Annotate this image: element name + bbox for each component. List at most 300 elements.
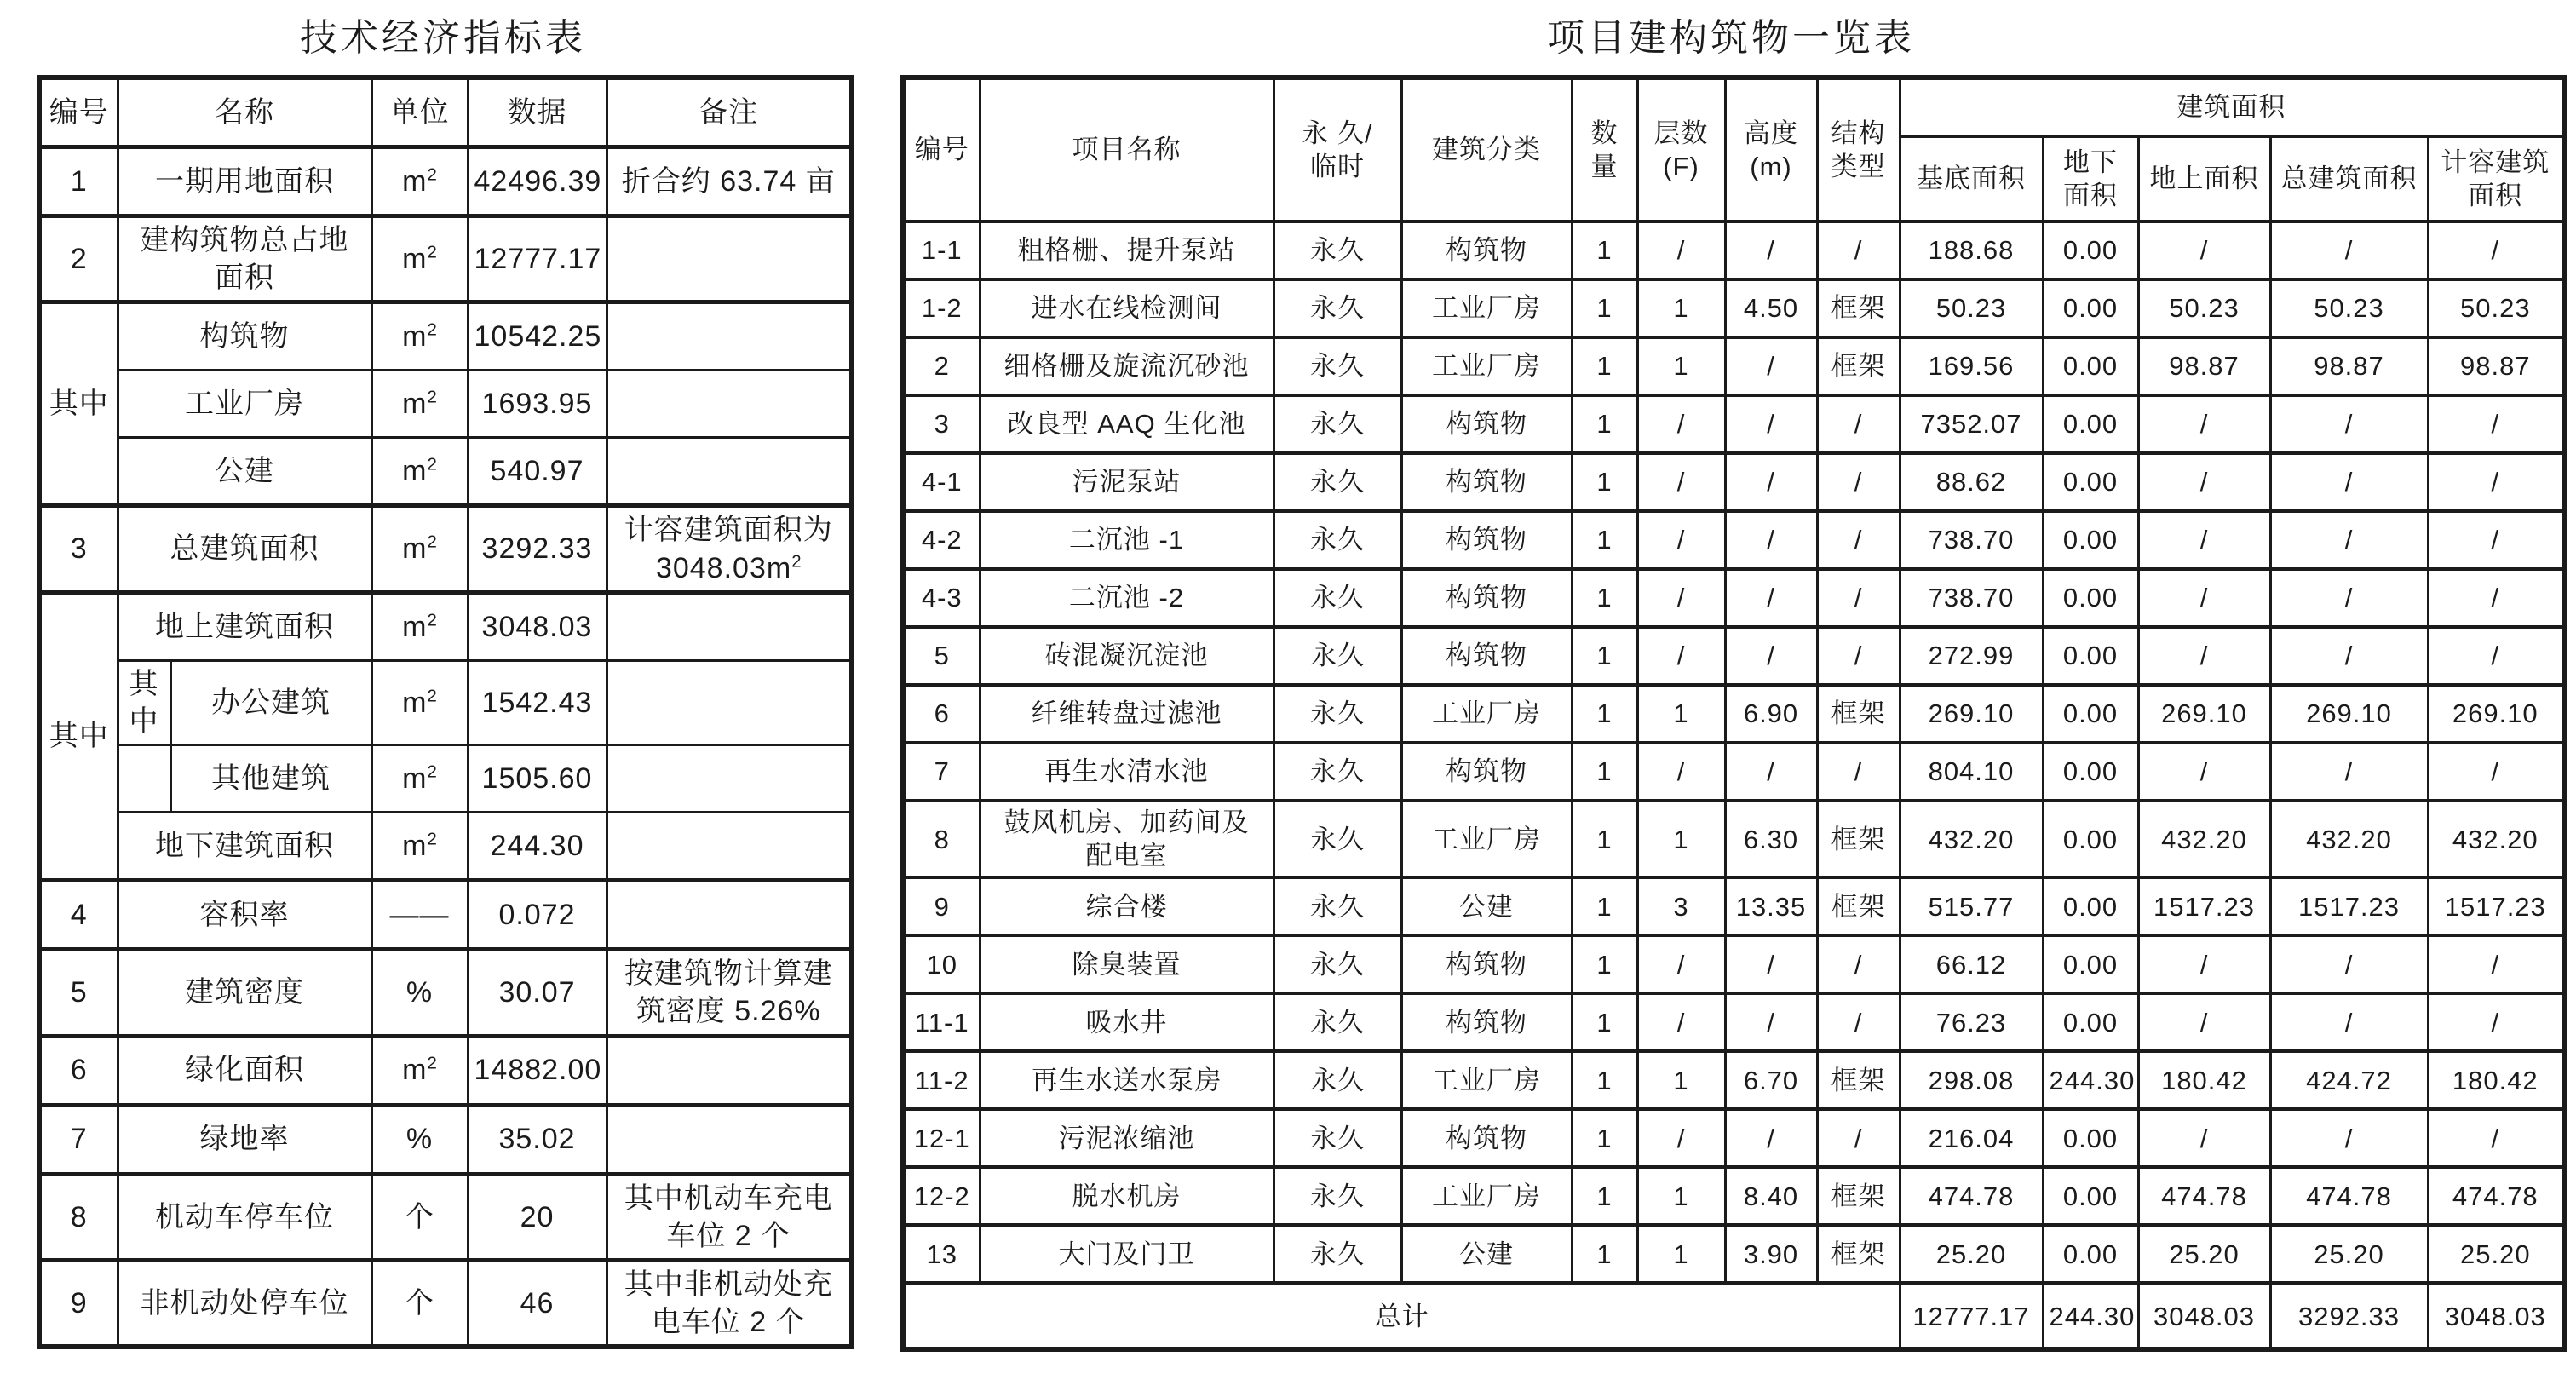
right_table-cell-r3-c0: 1-2 — [903, 279, 980, 337]
left_table-row-11 — [39, 881, 852, 950]
right_table-cell-r19-c6: 3.90 — [1725, 1225, 1817, 1284]
left_table-cell-r6-c0: 3 — [39, 506, 118, 592]
right_table-cell-r9-c9: 0.00 — [2043, 627, 2138, 685]
right_table-cell-r10-c0: 6 — [903, 685, 980, 743]
left_table-cell-r1-c2: $m^2$ — [371, 147, 468, 216]
left_table-row-6 — [39, 506, 852, 592]
right_table-cell-r3-c3: 工业厂房 — [1401, 279, 1572, 337]
right_table-cell-r2-c1: 粗格栅、提升泵站 — [980, 221, 1274, 279]
right_table-cell-r2-c11: / — [2270, 221, 2428, 279]
left_table-cell-r7-c1: 地上建筑面积 — [118, 592, 371, 660]
right_table-cell-r14-c1: 除臭装置 — [980, 935, 1274, 993]
right_table-cell-r9-c1: 砖混凝沉淀池 — [980, 627, 1274, 685]
right_table-cell-r18-c7: 框架 — [1817, 1167, 1900, 1225]
right_table-cell-r17-c8: 216.04 — [1900, 1109, 2043, 1167]
left_table-cell-r3-c1: 构筑物 — [118, 302, 371, 371]
right_table-cell-r19-c12: 25.20 — [2428, 1225, 2564, 1284]
right_table-cell-r15-c8: 76.23 — [1900, 993, 2043, 1051]
right_table-cell-r5-c6: / — [1725, 395, 1817, 453]
left_table-cell-r14-c0: 7 — [39, 1105, 118, 1174]
left_table-cell-r9-c1: 其他建筑 — [170, 745, 371, 813]
right_table-cell-r18-c2: 永久 — [1274, 1167, 1401, 1225]
right_table-cell-r5-c4: 1 — [1572, 395, 1637, 453]
right_table-cell-r19-c4: 1 — [1572, 1225, 1637, 1284]
right_table-cell-r15-c0: 11-1 — [903, 993, 980, 1051]
right_table-cell-r4-c1: 细格栅及旋流沉砂池 — [980, 337, 1274, 395]
right_table-cell-r5-c12: / — [2428, 395, 2564, 453]
right_table-cell-r4-c0: 2 — [903, 337, 980, 395]
left_table-cell-r0-c1: 名称 — [118, 78, 371, 147]
right_table-cell-r1-c2: 地上面积 — [2138, 136, 2270, 221]
left_table-cell-r15-c3: 20 — [468, 1174, 607, 1260]
right_table-cell-r14-c10: / — [2138, 935, 2270, 993]
right_table-cell-r10-c9: 0.00 — [2043, 685, 2138, 743]
right_table-cell-r10-c4: 1 — [1572, 685, 1637, 743]
left_table-cell-r16-c4: 其中非机动处充 电车位 2 个 — [607, 1260, 852, 1347]
right_table-cell-r19-c2: 永久 — [1274, 1225, 1401, 1284]
right_table-cell-r7-c12: / — [2428, 511, 2564, 569]
left_table-cell-r11-c4 — [607, 881, 852, 950]
left_table-cell-r1-c4: 折合约 63.74 亩 — [607, 147, 852, 216]
right_table-cell-r10-c8: 269.10 — [1900, 685, 2043, 743]
left_table-cell-r15-c0: 8 — [39, 1174, 118, 1260]
right_table-cell-r8-c4: 1 — [1572, 569, 1637, 627]
right_table-cell-r14-c11: / — [2270, 935, 2428, 993]
left_table-cell-r6-c4: 计容建筑面积为 $3048.03m^2$ — [607, 506, 852, 592]
right_table-cell-r18-c1: 脱水机房 — [980, 1167, 1274, 1225]
right_table-cell-r14-c4: 1 — [1572, 935, 1637, 993]
right_table-cell-r9-c2: 永久 — [1274, 627, 1401, 685]
right_table-cell-r7-c3: 构筑物 — [1401, 511, 1572, 569]
right_table-cell-r7-c1: 二沉池 -1 — [980, 511, 1274, 569]
right_table-cell-r5-c3: 构筑物 — [1401, 395, 1572, 453]
left_table-cell-r12-c3: 30.07 — [468, 950, 607, 1036]
left_table-cell-r8-c4 — [607, 660, 852, 744]
right_table-cell-r14-c5: / — [1637, 935, 1725, 993]
right_table-cell-r11-c4: 1 — [1572, 743, 1637, 801]
left_table-cell-r11-c3: 0.072 — [468, 881, 607, 950]
right_table-cell-r12-c9: 0.00 — [2043, 801, 2138, 877]
right_table-row-6 — [903, 453, 2564, 511]
left_table-cell-r1-c1: 一期用地面积 — [118, 147, 371, 216]
right_table-cell-r13-c12: 1517.23 — [2428, 877, 2564, 935]
right_table-cell-r3-c1: 进水在线检测间 — [980, 279, 1274, 337]
right_table-cell-r6-c9: 0.00 — [2043, 453, 2138, 511]
right_table-cell-r10-c5: 1 — [1637, 685, 1725, 743]
right_table-cell-r18-c0: 12-2 — [903, 1167, 980, 1225]
left_table-cell-r9-c0 — [118, 745, 170, 813]
left_table-cell-r9-c3: 1505.60 — [468, 745, 607, 813]
left_table-cell-r15-c1: 机动车停车位 — [118, 1174, 371, 1260]
right_table-cell-r11-c5: / — [1637, 743, 1725, 801]
right_table-cell-r2-c8: 188.68 — [1900, 221, 2043, 279]
right_table-cell-r7-c8: 738.70 — [1900, 511, 2043, 569]
right_table-row-12 — [903, 801, 2564, 877]
left_table-cell-r13-c3: 14882.00 — [468, 1036, 607, 1105]
left_table-cell-r6-c3: 3292.33 — [468, 506, 607, 592]
right_table-cell-r8-c3: 构筑物 — [1401, 569, 1572, 627]
left_table-row-13 — [39, 1036, 852, 1105]
left_table-row-2 — [39, 216, 852, 302]
right_table-cell-r0-c1: 项目名称 — [980, 78, 1274, 221]
left_table-cell-r2-c1: 建构筑物总占地 面积 — [118, 216, 371, 302]
right_table-cell-r12-c11: 432.20 — [2270, 801, 2428, 877]
right_table-cell-r5-c10: / — [2138, 395, 2270, 453]
right_table-cell-r19-c8: 25.20 — [1900, 1225, 2043, 1284]
right_table-cell-r2-c4: 1 — [1572, 221, 1637, 279]
left_table-cell-r11-c0: 4 — [39, 881, 118, 950]
right_table-cell-r2-c7: / — [1817, 221, 1900, 279]
right_table-cell-r0-c2: 永 久/ 临时 — [1274, 78, 1401, 221]
left_table-row-7 — [39, 592, 852, 660]
right_table-cell-r18-c3: 工业厂房 — [1401, 1167, 1572, 1225]
right_table-cell-r12-c7: 框架 — [1817, 801, 1900, 877]
right_table-cell-r18-c9: 0.00 — [2043, 1167, 2138, 1225]
right_table-cell-r15-c3: 构筑物 — [1401, 993, 1572, 1051]
right-table-body — [903, 78, 2564, 1349]
right_table-cell-r15-c11: / — [2270, 993, 2428, 1051]
right_table-row-15 — [903, 993, 2564, 1051]
right_table-cell-r19-c7: 框架 — [1817, 1225, 1900, 1284]
right_table-cell-r13-c11: 1517.23 — [2270, 877, 2428, 935]
right_table-cell-r15-c7: / — [1817, 993, 1900, 1051]
right_table-cell-r7-c0: 4-2 — [903, 511, 980, 569]
right_table-cell-r11-c7: / — [1817, 743, 1900, 801]
right_table-cell-r6-c1: 污泥泵站 — [980, 453, 1274, 511]
right_table-row-14 — [903, 935, 2564, 993]
right_table-cell-r18-c12: 474.78 — [2428, 1167, 2564, 1225]
right_table-cell-r9-c12: / — [2428, 627, 2564, 685]
left_table-cell-r14-c2: % — [371, 1105, 468, 1174]
left_table-cell-r0-c3: 数据 — [468, 78, 607, 147]
right_table-cell-r5-c1: 改良型 AAQ 生化池 — [980, 395, 1274, 453]
right_table-cell-r5-c7: / — [1817, 395, 1900, 453]
left-table-title: 技术经济指标表 — [300, 17, 586, 59]
right_table-cell-r14-c7: / — [1817, 935, 1900, 993]
left_table-cell-r15-c2: 个 — [371, 1174, 468, 1260]
right_table-cell-r16-c0: 11-2 — [903, 1051, 980, 1109]
right_table-cell-r10-c7: 框架 — [1817, 685, 1900, 743]
right_table-cell-r15-c9: 0.00 — [2043, 993, 2138, 1051]
right_table-cell-r3-c12: 50.23 — [2428, 279, 2564, 337]
left_table-row-16 — [39, 1260, 852, 1347]
right_table-cell-r9-c10: / — [2138, 627, 2270, 685]
left_table-cell-r5-c2: 540.97 — [468, 438, 607, 506]
right_table-row-20 — [903, 1284, 2564, 1350]
right_table-cell-r17-c3: 构筑物 — [1401, 1109, 1572, 1167]
right_table-cell-r12-c8: 432.20 — [1900, 801, 2043, 877]
right_table-cell-r20-c4: 3292.33 — [2270, 1284, 2428, 1350]
right_table-cell-r8-c7: / — [1817, 569, 1900, 627]
left_table-cell-r8-c3: 1542.43 — [468, 660, 607, 744]
left-table-body — [39, 78, 852, 1347]
right_table-cell-r18-c10: 474.78 — [2138, 1167, 2270, 1225]
left_table-cell-r3-c2: $m^2$ — [371, 302, 468, 371]
right_table-cell-r9-c7: / — [1817, 627, 1900, 685]
right_table-cell-r8-c2: 永久 — [1274, 569, 1401, 627]
right_table-cell-r9-c5: / — [1637, 627, 1725, 685]
right_table-row-8 — [903, 569, 2564, 627]
right_table-cell-r7-c10: / — [2138, 511, 2270, 569]
right_table-cell-r4-c12: 98.87 — [2428, 337, 2564, 395]
right_table-cell-r16-c1: 再生水送水泵房 — [980, 1051, 1274, 1109]
right_table-cell-r6-c4: 1 — [1572, 453, 1637, 511]
left_table-cell-r8-c1: 办公建筑 — [170, 660, 371, 744]
right_table-cell-r7-c6: / — [1725, 511, 1817, 569]
right_table-cell-r14-c9: 0.00 — [2043, 935, 2138, 993]
right_table-cell-r19-c10: 25.20 — [2138, 1225, 2270, 1284]
right_table-row-16 — [903, 1051, 2564, 1109]
right_table-cell-r6-c10: / — [2138, 453, 2270, 511]
right_table-cell-r7-c11: / — [2270, 511, 2428, 569]
right_table-cell-r12-c0: 8 — [903, 801, 980, 877]
right_table-cell-r6-c11: / — [2270, 453, 2428, 511]
right_table-row-11 — [903, 743, 2564, 801]
right_table-cell-r1-c3: 总建筑面积 — [2270, 136, 2428, 221]
right_table-cell-r10-c12: 269.10 — [2428, 685, 2564, 743]
left_table-cell-r9-c2: $m^2$ — [371, 745, 468, 813]
right_table-cell-r6-c7: / — [1817, 453, 1900, 511]
right_table-cell-r15-c1: 吸水井 — [980, 993, 1274, 1051]
right_table-cell-r6-c5: / — [1637, 453, 1725, 511]
left_table-cell-r4-c3 — [607, 371, 852, 438]
left_table-cell-r16-c0: 9 — [39, 1260, 118, 1347]
right_table-cell-r5-c8: 7352.07 — [1900, 395, 2043, 453]
right_table-cell-r8-c6: / — [1725, 569, 1817, 627]
right_table-cell-r20-c3: 3048.03 — [2138, 1284, 2270, 1350]
right_table-cell-r4-c11: 98.87 — [2270, 337, 2428, 395]
right_table-cell-r17-c6: / — [1725, 1109, 1817, 1167]
right_table-cell-r18-c8: 474.78 — [1900, 1167, 2043, 1225]
left_table-cell-r7-c4 — [607, 592, 852, 660]
right_table-cell-r12-c3: 工业厂房 — [1401, 801, 1572, 877]
right_table-cell-r19-c1: 大门及门卫 — [980, 1225, 1274, 1284]
right_table-cell-r2-c12: / — [2428, 221, 2564, 279]
right_table-cell-r11-c8: 804.10 — [1900, 743, 2043, 801]
right_table-cell-r12-c6: 6.30 — [1725, 801, 1817, 877]
left_table-cell-r0-c4: 备注 — [607, 78, 852, 147]
left_table-cell-r14-c4 — [607, 1105, 852, 1174]
left_table-cell-r4-c1: $m^2$ — [371, 371, 468, 438]
right_table-cell-r16-c9: 244.30 — [2043, 1051, 2138, 1109]
left_table-cell-r7-c0: 其中 — [39, 592, 118, 880]
right_table-cell-r17-c5: / — [1637, 1109, 1725, 1167]
left_table-cell-r7-c3: 3048.03 — [468, 592, 607, 660]
left_table-cell-r1-c3: 42496.39 — [468, 147, 607, 216]
right_table-cell-r4-c2: 永久 — [1274, 337, 1401, 395]
right_table-cell-r13-c6: 13.35 — [1725, 877, 1817, 935]
right_table-cell-r8-c9: 0.00 — [2043, 569, 2138, 627]
right_table-cell-r17-c10: / — [2138, 1109, 2270, 1167]
right_table-cell-r11-c9: 0.00 — [2043, 743, 2138, 801]
right_table-cell-r2-c5: / — [1637, 221, 1725, 279]
right_table-cell-r4-c8: 169.56 — [1900, 337, 2043, 395]
right_table-cell-r10-c11: 269.10 — [2270, 685, 2428, 743]
right_table-cell-r17-c4: 1 — [1572, 1109, 1637, 1167]
right_table-cell-r1-c4: 计容建筑 面积 — [2428, 136, 2564, 221]
right_table-cell-r5-c9: 0.00 — [2043, 395, 2138, 453]
left_table-cell-r9-c4 — [607, 745, 852, 813]
right_table-cell-r4-c7: 框架 — [1817, 337, 1900, 395]
right_table-cell-r20-c2: 244.30 — [2043, 1284, 2138, 1350]
right_table-cell-r18-c4: 1 — [1572, 1167, 1637, 1225]
right_table-cell-r5-c2: 永久 — [1274, 395, 1401, 453]
right_table-cell-r4-c4: 1 — [1572, 337, 1637, 395]
left_table-row-3 — [39, 302, 852, 371]
left_table-cell-r5-c1: $m^2$ — [371, 438, 468, 506]
right_table-cell-r13-c7: 框架 — [1817, 877, 1900, 935]
right_table-cell-r11-c0: 7 — [903, 743, 980, 801]
right_table-cell-r11-c3: 构筑物 — [1401, 743, 1572, 801]
right_table-cell-r16-c5: 1 — [1637, 1051, 1725, 1109]
right_table-cell-r7-c5: / — [1637, 511, 1725, 569]
right-table-title: 项目建构筑物一览表 — [1547, 17, 1915, 59]
left_table-cell-r12-c4: 按建筑物计算建 筑密度 5.26% — [607, 950, 852, 1036]
left_table-cell-r10-c1: $m^2$ — [371, 813, 468, 881]
right_table-cell-r20-c0: 总计 — [903, 1284, 1900, 1350]
right_table-cell-r17-c2: 永久 — [1274, 1109, 1401, 1167]
right_table-row-3 — [903, 279, 2564, 337]
right_table-cell-r13-c8: 515.77 — [1900, 877, 2043, 935]
left_table-cell-r10-c3 — [607, 813, 852, 881]
right_table-cell-r0-c7: 结构 类型 — [1817, 78, 1900, 221]
right_table-cell-r16-c11: 424.72 — [2270, 1051, 2428, 1109]
right_table-cell-r13-c4: 1 — [1572, 877, 1637, 935]
right_table-cell-r13-c10: 1517.23 — [2138, 877, 2270, 935]
left_table-cell-r11-c2: —— — [371, 881, 468, 950]
left_table-cell-r12-c0: 5 — [39, 950, 118, 1036]
left_table-cell-r16-c2: 个 — [371, 1260, 468, 1347]
left_table-cell-r10-c0: 地下建筑面积 — [118, 813, 371, 881]
right_table-cell-r16-c6: 6.70 — [1725, 1051, 1817, 1109]
right_table-row-18 — [903, 1167, 2564, 1225]
right_table-cell-r16-c3: 工业厂房 — [1401, 1051, 1572, 1109]
left_table-row-12 — [39, 950, 852, 1036]
right_table-cell-r15-c5: / — [1637, 993, 1725, 1051]
right_table-cell-r8-c1: 二沉池 -2 — [980, 569, 1274, 627]
left_table-cell-r6-c1: 总建筑面积 — [118, 506, 371, 592]
left_table-cell-r2-c0: 2 — [39, 216, 118, 302]
left_table-cell-r5-c3 — [607, 438, 852, 506]
right_table-cell-r17-c12: / — [2428, 1109, 2564, 1167]
left_table-cell-r12-c2: % — [371, 950, 468, 1036]
right_table-row-17 — [903, 1109, 2564, 1167]
right_table-cell-r15-c2: 永久 — [1274, 993, 1401, 1051]
right_table-cell-r17-c7: / — [1817, 1109, 1900, 1167]
right_table-cell-r12-c10: 432.20 — [2138, 801, 2270, 877]
right_table-cell-r0-c4: 数量 — [1572, 78, 1637, 221]
right_table-cell-r13-c5: 3 — [1637, 877, 1725, 935]
right_table-row-9 — [903, 627, 2564, 685]
right_table-cell-r13-c2: 永久 — [1274, 877, 1401, 935]
right_table-cell-r9-c6: / — [1725, 627, 1817, 685]
right_table-cell-r19-c5: 1 — [1637, 1225, 1725, 1284]
right_table-cell-r9-c4: 1 — [1572, 627, 1637, 685]
right_table-row-0 — [903, 78, 2564, 136]
left_table-cell-r11-c1: 容积率 — [118, 881, 371, 950]
left_table-cell-r12-c1: 建筑密度 — [118, 950, 371, 1036]
left-table-panel — [37, 14, 849, 1349]
right_table-cell-r8-c8: 738.70 — [1900, 569, 2043, 627]
left_table-cell-r14-c1: 绿地率 — [118, 1105, 371, 1174]
left_table-row-15 — [39, 1174, 852, 1260]
right_table-cell-r7-c7: / — [1817, 511, 1900, 569]
left_table-cell-r13-c0: 6 — [39, 1036, 118, 1105]
right_table-cell-r19-c3: 公建 — [1401, 1225, 1572, 1284]
right_table-cell-r4-c10: 98.87 — [2138, 337, 2270, 395]
right_table-cell-r2-c2: 永久 — [1274, 221, 1401, 279]
right_table-row-10 — [903, 685, 2564, 743]
left_table-row-4 — [39, 371, 852, 438]
right_table-cell-r9-c0: 5 — [903, 627, 980, 685]
right-table-panel — [900, 14, 2562, 1352]
right_table-cell-r17-c11: / — [2270, 1109, 2428, 1167]
right_table-cell-r11-c2: 永久 — [1274, 743, 1401, 801]
right_table-cell-r14-c12: / — [2428, 935, 2564, 993]
right_table-cell-r2-c3: 构筑物 — [1401, 221, 1572, 279]
left_table-cell-r16-c3: 46 — [468, 1260, 607, 1347]
right_table-cell-r10-c1: 纤维转盘过滤池 — [980, 685, 1274, 743]
right_table-cell-r11-c12: / — [2428, 743, 2564, 801]
right_table-row-4 — [903, 337, 2564, 395]
right_table-cell-r2-c6: / — [1725, 221, 1817, 279]
left_table-cell-r1-c0: 1 — [39, 147, 118, 216]
right_table-cell-r3-c6: 4.50 — [1725, 279, 1817, 337]
left_table-cell-r4-c2: 1693.95 — [468, 371, 607, 438]
right_table-cell-r4-c3: 工业厂房 — [1401, 337, 1572, 395]
right_table-cell-r18-c6: 8.40 — [1725, 1167, 1817, 1225]
right_table-row-13 — [903, 877, 2564, 935]
right_table-cell-r13-c3: 公建 — [1401, 877, 1572, 935]
left_table-cell-r10-c2: 244.30 — [468, 813, 607, 881]
right_table-cell-r12-c5: 1 — [1637, 801, 1725, 877]
left_table-cell-r13-c4 — [607, 1036, 852, 1105]
left_table-cell-r2-c2: $m^2$ — [371, 216, 468, 302]
right_table-cell-r0-c8: 建筑面积 — [1900, 78, 2564, 136]
right_table-cell-r0-c6: 高度 (m) — [1725, 78, 1817, 221]
right_table-cell-r0-c3: 建筑分类 — [1401, 78, 1572, 221]
right_table-cell-r15-c6: / — [1725, 993, 1817, 1051]
right_table-cell-r1-c0: 基底面积 — [1900, 136, 2043, 221]
right_table-cell-r6-c12: / — [2428, 453, 2564, 511]
right_table-cell-r16-c10: 180.42 — [2138, 1051, 2270, 1109]
right_table-cell-r0-c0: 编号 — [903, 78, 980, 221]
right_table-cell-r4-c6: / — [1725, 337, 1817, 395]
right_table-cell-r3-c2: 永久 — [1274, 279, 1401, 337]
left_table-cell-r6-c2: $m^2$ — [371, 506, 468, 592]
right-table — [900, 75, 2567, 1352]
left_table-cell-r0-c2: 单位 — [371, 78, 468, 147]
right_table-cell-r11-c10: / — [2138, 743, 2270, 801]
left_table-cell-r7-c2: $m^2$ — [371, 592, 468, 660]
right_table-cell-r4-c9: 0.00 — [2043, 337, 2138, 395]
right_table-cell-r19-c9: 0.00 — [2043, 1225, 2138, 1284]
right_table-cell-r17-c9: 0.00 — [2043, 1109, 2138, 1167]
left_table-row-10 — [39, 813, 852, 881]
right_table-cell-r9-c11: / — [2270, 627, 2428, 685]
right_table-cell-r12-c12: 432.20 — [2428, 801, 2564, 877]
right_table-cell-r8-c5: / — [1637, 569, 1725, 627]
right_table-cell-r6-c0: 4-1 — [903, 453, 980, 511]
left_table-cell-r8-c2: $m^2$ — [371, 660, 468, 744]
right_table-cell-r3-c11: 50.23 — [2270, 279, 2428, 337]
right_table-cell-r3-c4: 1 — [1572, 279, 1637, 337]
right_table-cell-r19-c0: 13 — [903, 1225, 980, 1284]
right_table-cell-r10-c10: 269.10 — [2138, 685, 2270, 743]
right_table-cell-r11-c11: / — [2270, 743, 2428, 801]
right_table-cell-r15-c10: / — [2138, 993, 2270, 1051]
right_table-cell-r10-c6: 6.90 — [1725, 685, 1817, 743]
